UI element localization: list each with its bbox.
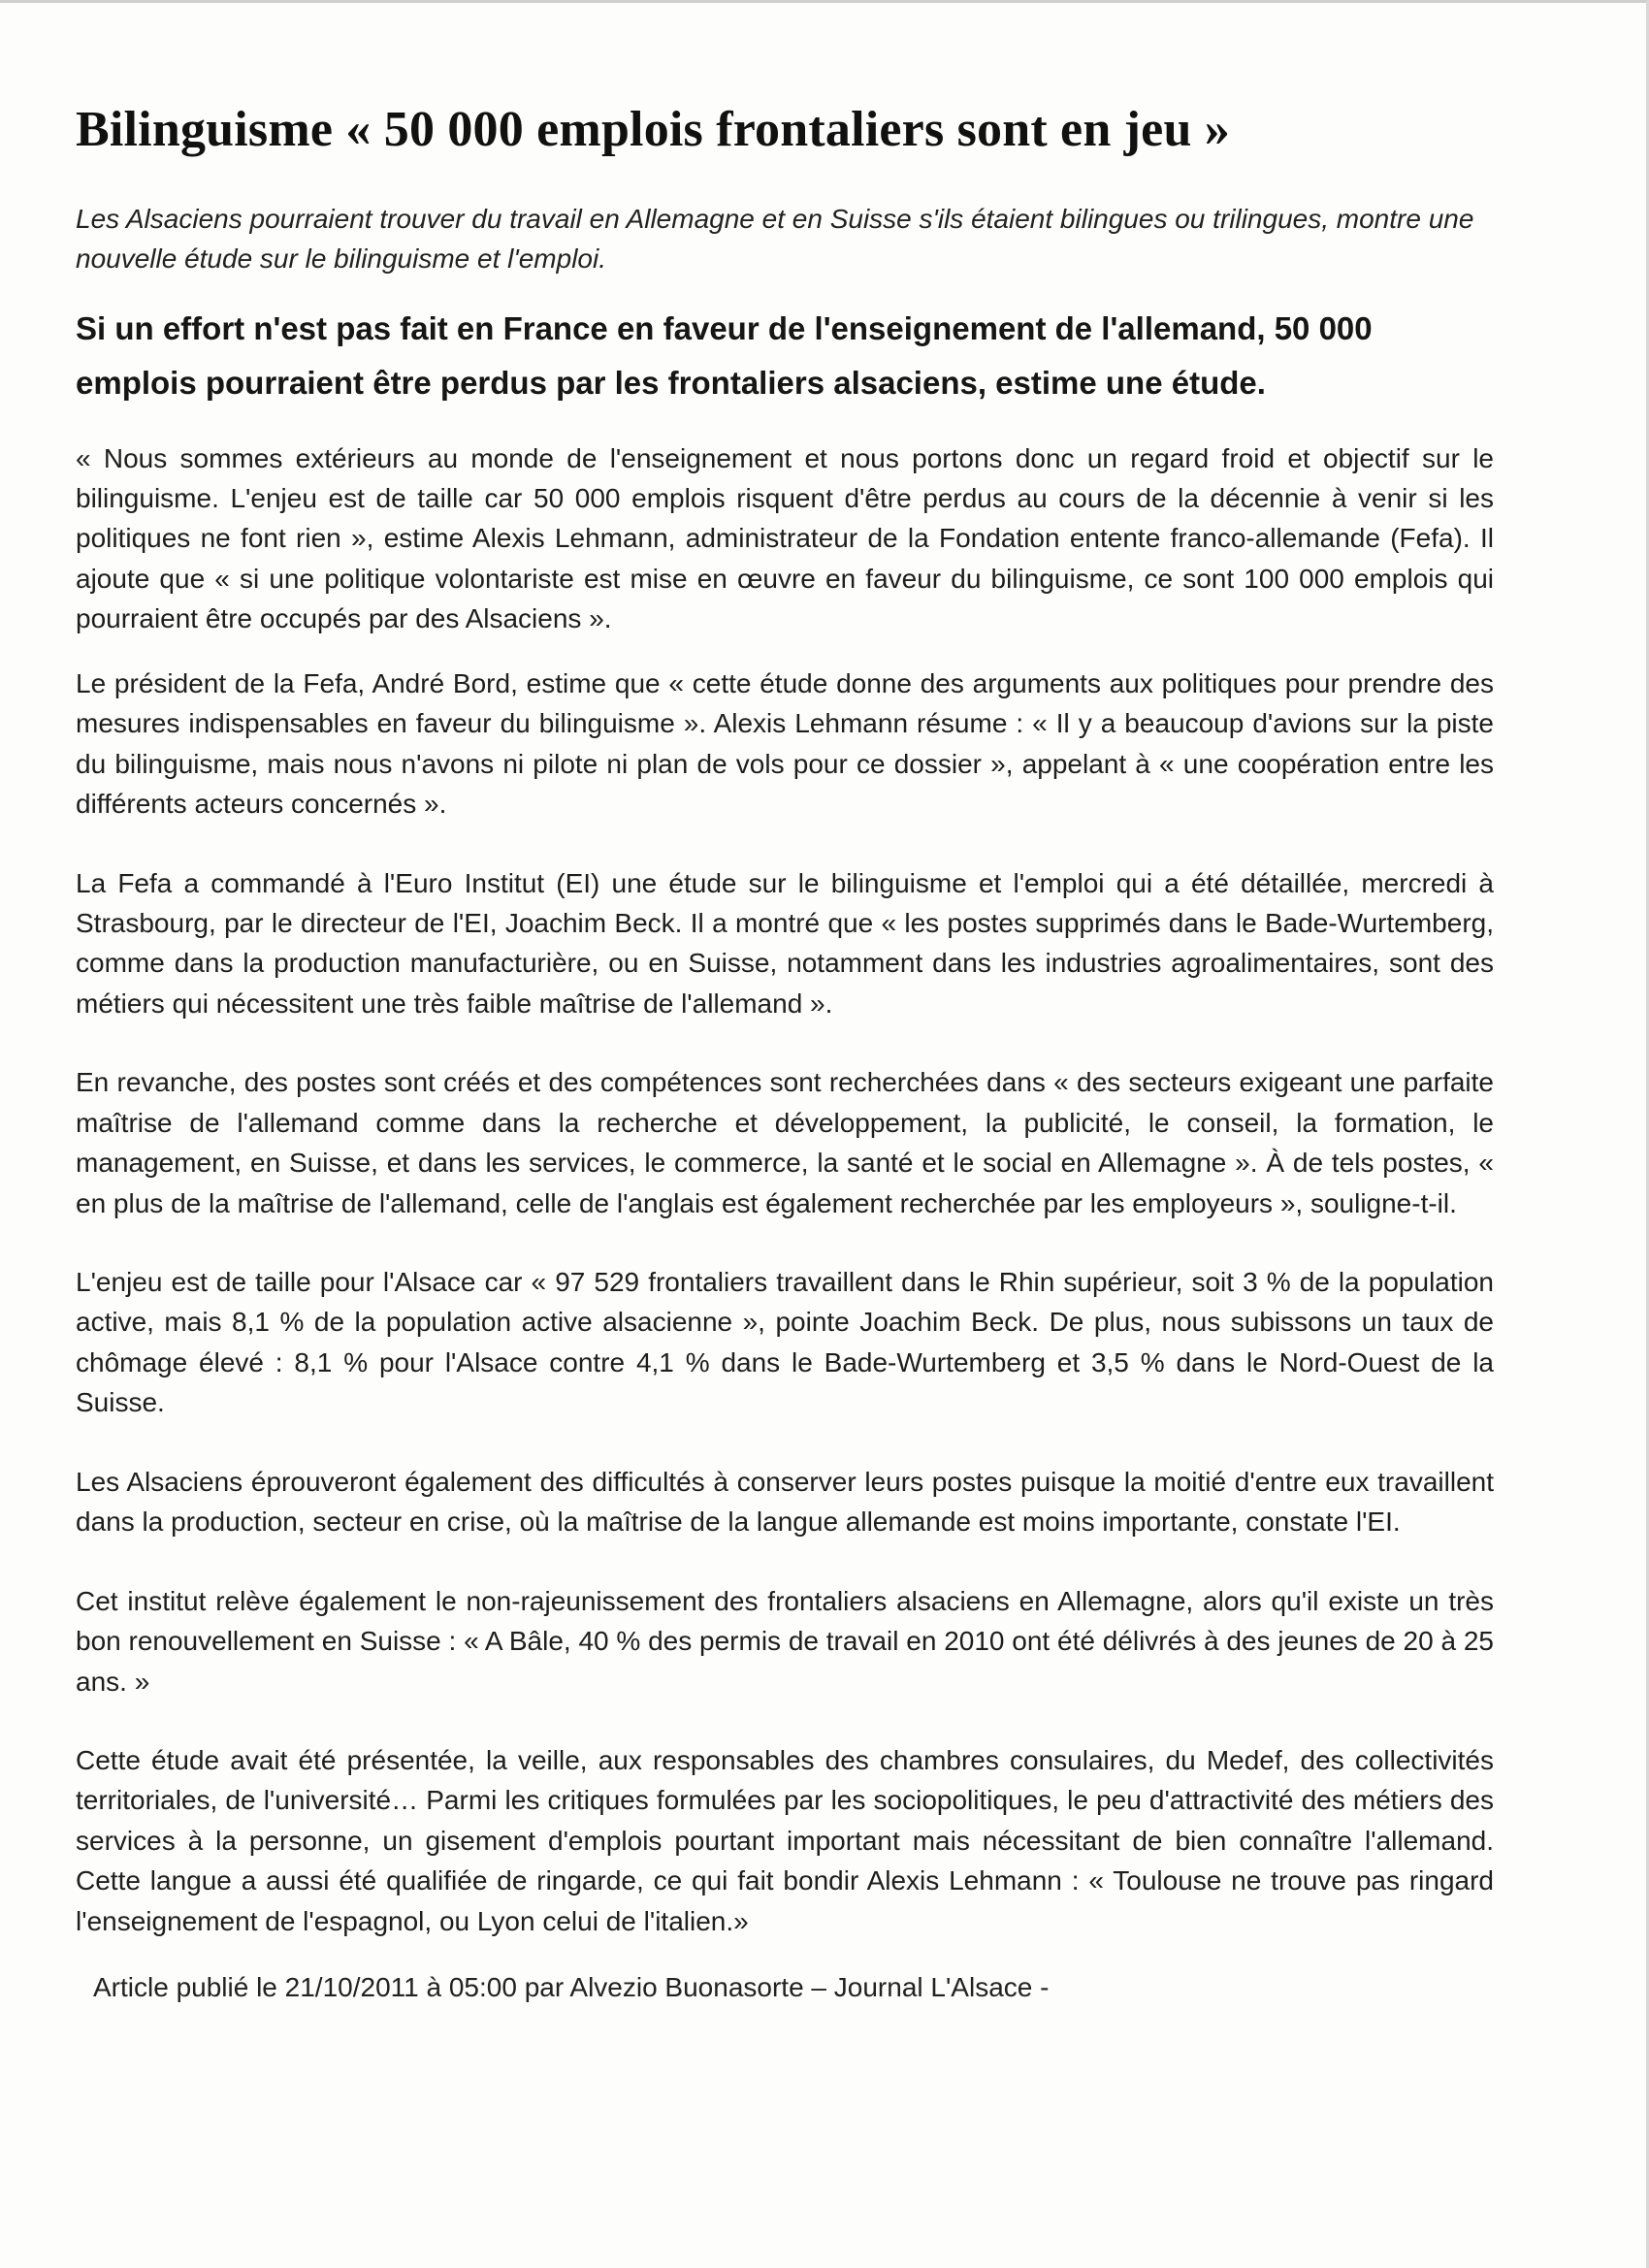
scan-edge-top: [0, 0, 1649, 3]
article-paragraph-8: Cette étude avait été présentée, la veille, aux responsables des chambres consulaires, du Medef, des collectivités territoriales, de l'université… Parmi les critiques formulées par les sociopolitiques, le peu d'attractivité des métiers des services à la personne, un gisement d'emplois pourtant important mais nécessitant de bien connaître l'allemand. Cette langue a aussi été qualifiée de ringarde, ce qui fait bondir Alexis Lehmann : « Toulouse ne trouve pas ringard l'enseignement de l'espagnol, ou Lyon celui de l'italien.»: [76, 1744, 1494, 1936]
article-paragraph-4: En revanche, des postes sont créés et des compétences sont recherchées dans « des secteurs exigeant une parfaite maîtrise de l'allemand comme dans la recherche et développement, la publicité, le conseil, la formation, le management, en Suisse, et dans les services, le commerce, la santé et le social en Allemagne ». À de tels postes, « en plus de la maîtrise de l'allemand, celle de l'anglais est également recherchée par les employeurs », souligne-t-il.: [76, 1067, 1494, 1218]
article-paragraph-2: Le président de la Fefa, André Bord, estime que « cette étude donne des arguments aux politiques pour prendre des mesures indispensables en faveur du bilinguisme ». Alexis Lehmann résume : « Il y a beaucoup d'avions sur la piste du bilinguisme, mais nous n'avons ni pilote ni plan de vols pour ce dossier », appelant à « une coopération entre les différents acteurs concernés ».: [76, 667, 1494, 820]
article-paragraph-1: « Nous sommes extérieurs au monde de l'enseignement et nous portons donc un regard froid et objectif sur le bilinguisme. L'enjeu est de taille car 50 000 emplois risquent d'être perdus au cours de la décennie à venir si les politiques ne font rien », estime Alexis Lehmann, administrateur de la Fondation entente franco-allemande (Fefa). Il ajoute que « si une politique volontariste est mise en œuvre en faveur du bilinguisme, ce sont 100 000 emplois qui pourraient être occupés par des Alsaciens ».: [76, 442, 1494, 634]
article-lede: Si un effort n'est pas fait en France en faveur de l'enseignement de l'allemand, 50 000 emplois pourraient être perdus par les frontaliers alsaciens, estime une étude.: [76, 310, 1373, 402]
article-byline: Article publié le 21/10/2011 à 05:00 par Alvezio Buonasorte – Journal L'Alsace -: [93, 1972, 1050, 2003]
article-headline: Bilinguisme « 50 000 emplois frontaliers sont en jeu »: [76, 102, 1230, 157]
article-paragraph-6: Les Alsaciens éprouveront également des difficultés à conserver leurs postes puisque la moitié d'entre eux travaillent dans la production, secteur en crise, où la maîtrise de la langue allemande est moins importante, constate l'EI.: [76, 1466, 1494, 1538]
article-paragraph-5: L'enjeu est de taille pour l'Alsace car « 97 529 frontaliers travaillent dans le Rhin supérieur, soit 3 % de la population active, mais 8,1 % de la population active alsacienne », pointe Joachim Beck. De plus, nous subissons un taux de chômage élevé : 8,1 % pour l'Alsace contre 4,1 % dans le Bade-Wurtemberg et 3,5 % dans le Nord-Ouest de la Suisse.: [76, 1267, 1494, 1418]
article-standfirst: Les Alsaciens pourraient trouver du travail en Allemagne et en Suisse s'ils étaient bilingues ou trilingues, montre une nouvelle étude sur le bilinguisme et l'emploi.: [76, 204, 1474, 274]
article: [76, 102, 1494, 2006]
article-paragraph-7: Cet institut relève également le non-rajeunissement des frontaliers alsaciens en Allemagne, alors qu'il existe un très bon renouvellement en Suisse : « A Bâle, 40 % des permis de travail en 2010 ont été délivrés à des jeunes de 20 à 25 ans. »: [76, 1585, 1494, 1697]
article-paragraph-3: La Fefa a commandé à l'Euro Institut (EI) une étude sur le bilinguisme et l'emploi qui a été détaillée, mercredi à Strasbourg, par le directeur de l'EI, Joachim Beck. Il a montré que « les postes supprimés dans le Bade-Wurtemberg, comme dans la production manufacturière, ou en Suisse, notamment dans les industries agroalimentaires, sont des métiers qui nécessitent une très faible maîtrise de l'allemand ».: [76, 867, 1494, 1019]
